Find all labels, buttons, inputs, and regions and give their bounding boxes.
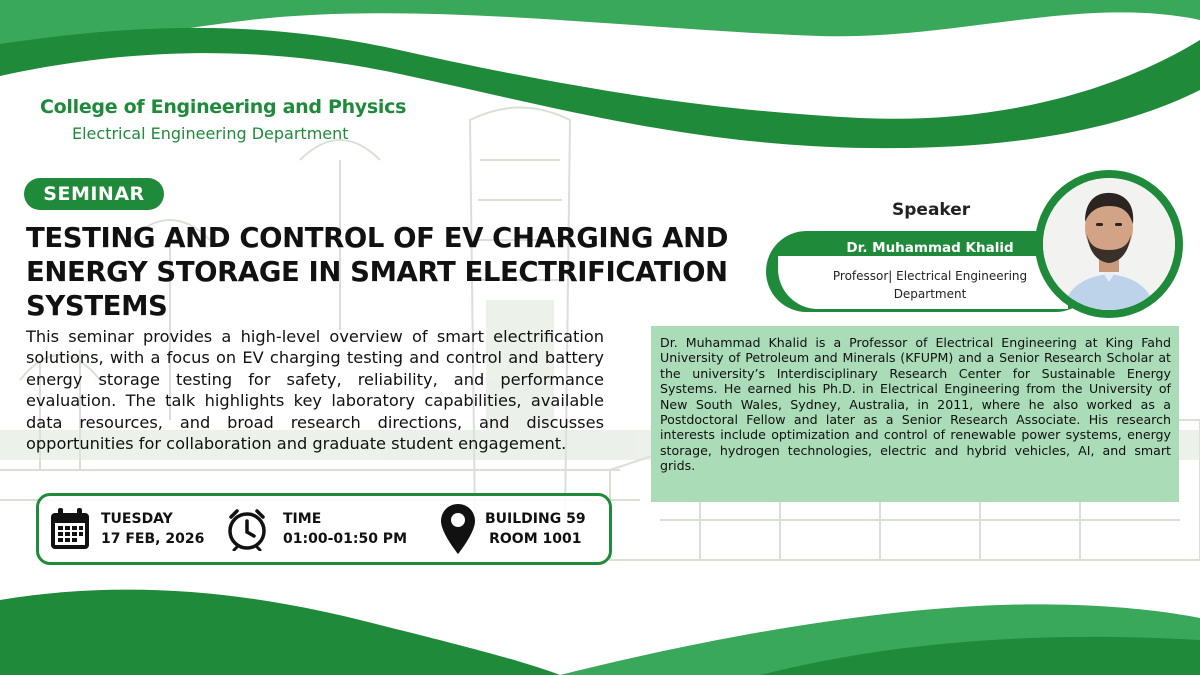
date-day: TUESDAY	[101, 511, 173, 527]
time-detail	[225, 496, 407, 562]
event-details-box	[36, 493, 612, 565]
time-label: TIME	[283, 511, 322, 527]
speaker-photo	[1043, 178, 1175, 310]
time-value: 01:00-01:50 PM	[283, 531, 408, 547]
date-detail	[49, 496, 204, 562]
seminar-abstract: This seminar provides a high-level overview of smart electrification solutions, with a focus on EV charging testing and control and battery energy storage testing for safety, reliability, and performance evaluation. The talk highlights key laboratory capabilities, available data resources, and broad research directions, and discusses opportunities for collaboration and graduate student engagement.	[26, 327, 604, 454]
department-name: Electrical Engineering Department	[72, 124, 349, 143]
seminar-badge: SEMINAR	[24, 178, 164, 210]
speaker-role: Professor| Electrical Engineering Department	[832, 269, 1028, 301]
calendar-icon	[49, 507, 91, 551]
speaker-label: Speaker	[892, 200, 971, 220]
location-pin-icon	[439, 502, 477, 556]
seminar-title: TESTING AND CONTROL OF EV CHARGING AND ENERGY STORAGE IN SMART ELECTRIFICATION SYSTEMS	[26, 222, 729, 322]
bottom-wave-decoration	[0, 560, 1200, 675]
clock-icon	[225, 507, 269, 551]
speaker-bio-box	[651, 326, 1179, 502]
room-value: ROOM 1001	[489, 531, 582, 547]
speaker-bio: Dr. Muhammad Khalid is a Professor of Electrical Engineering at King Fahd University of Petroleum and Minerals (KFUPM) and a Senior Research Scholar at the university’s Interdisciplinary Research Center for Sustainable Energy Systems. He earned his Ph.D. in Electrical Engineering from the University of New South Wales, Sydney, Australia, in 2011, where he also worked as a Postdoctoral Fellow and later as a Senior Research Associate. His research interests include optimization and control of renewable power systems, energy storage, hydrogen technologies, electric and hybrid vehicles, AI, and smart grids.	[660, 335, 1171, 474]
location-detail	[439, 496, 586, 562]
college-name: College of Engineering and Physics	[40, 96, 407, 118]
speaker-name: Dr. Muhammad Khalid	[846, 240, 1014, 256]
building-value: BUILDING 59	[485, 511, 586, 527]
date-value: 17 FEB, 2026	[101, 531, 205, 547]
